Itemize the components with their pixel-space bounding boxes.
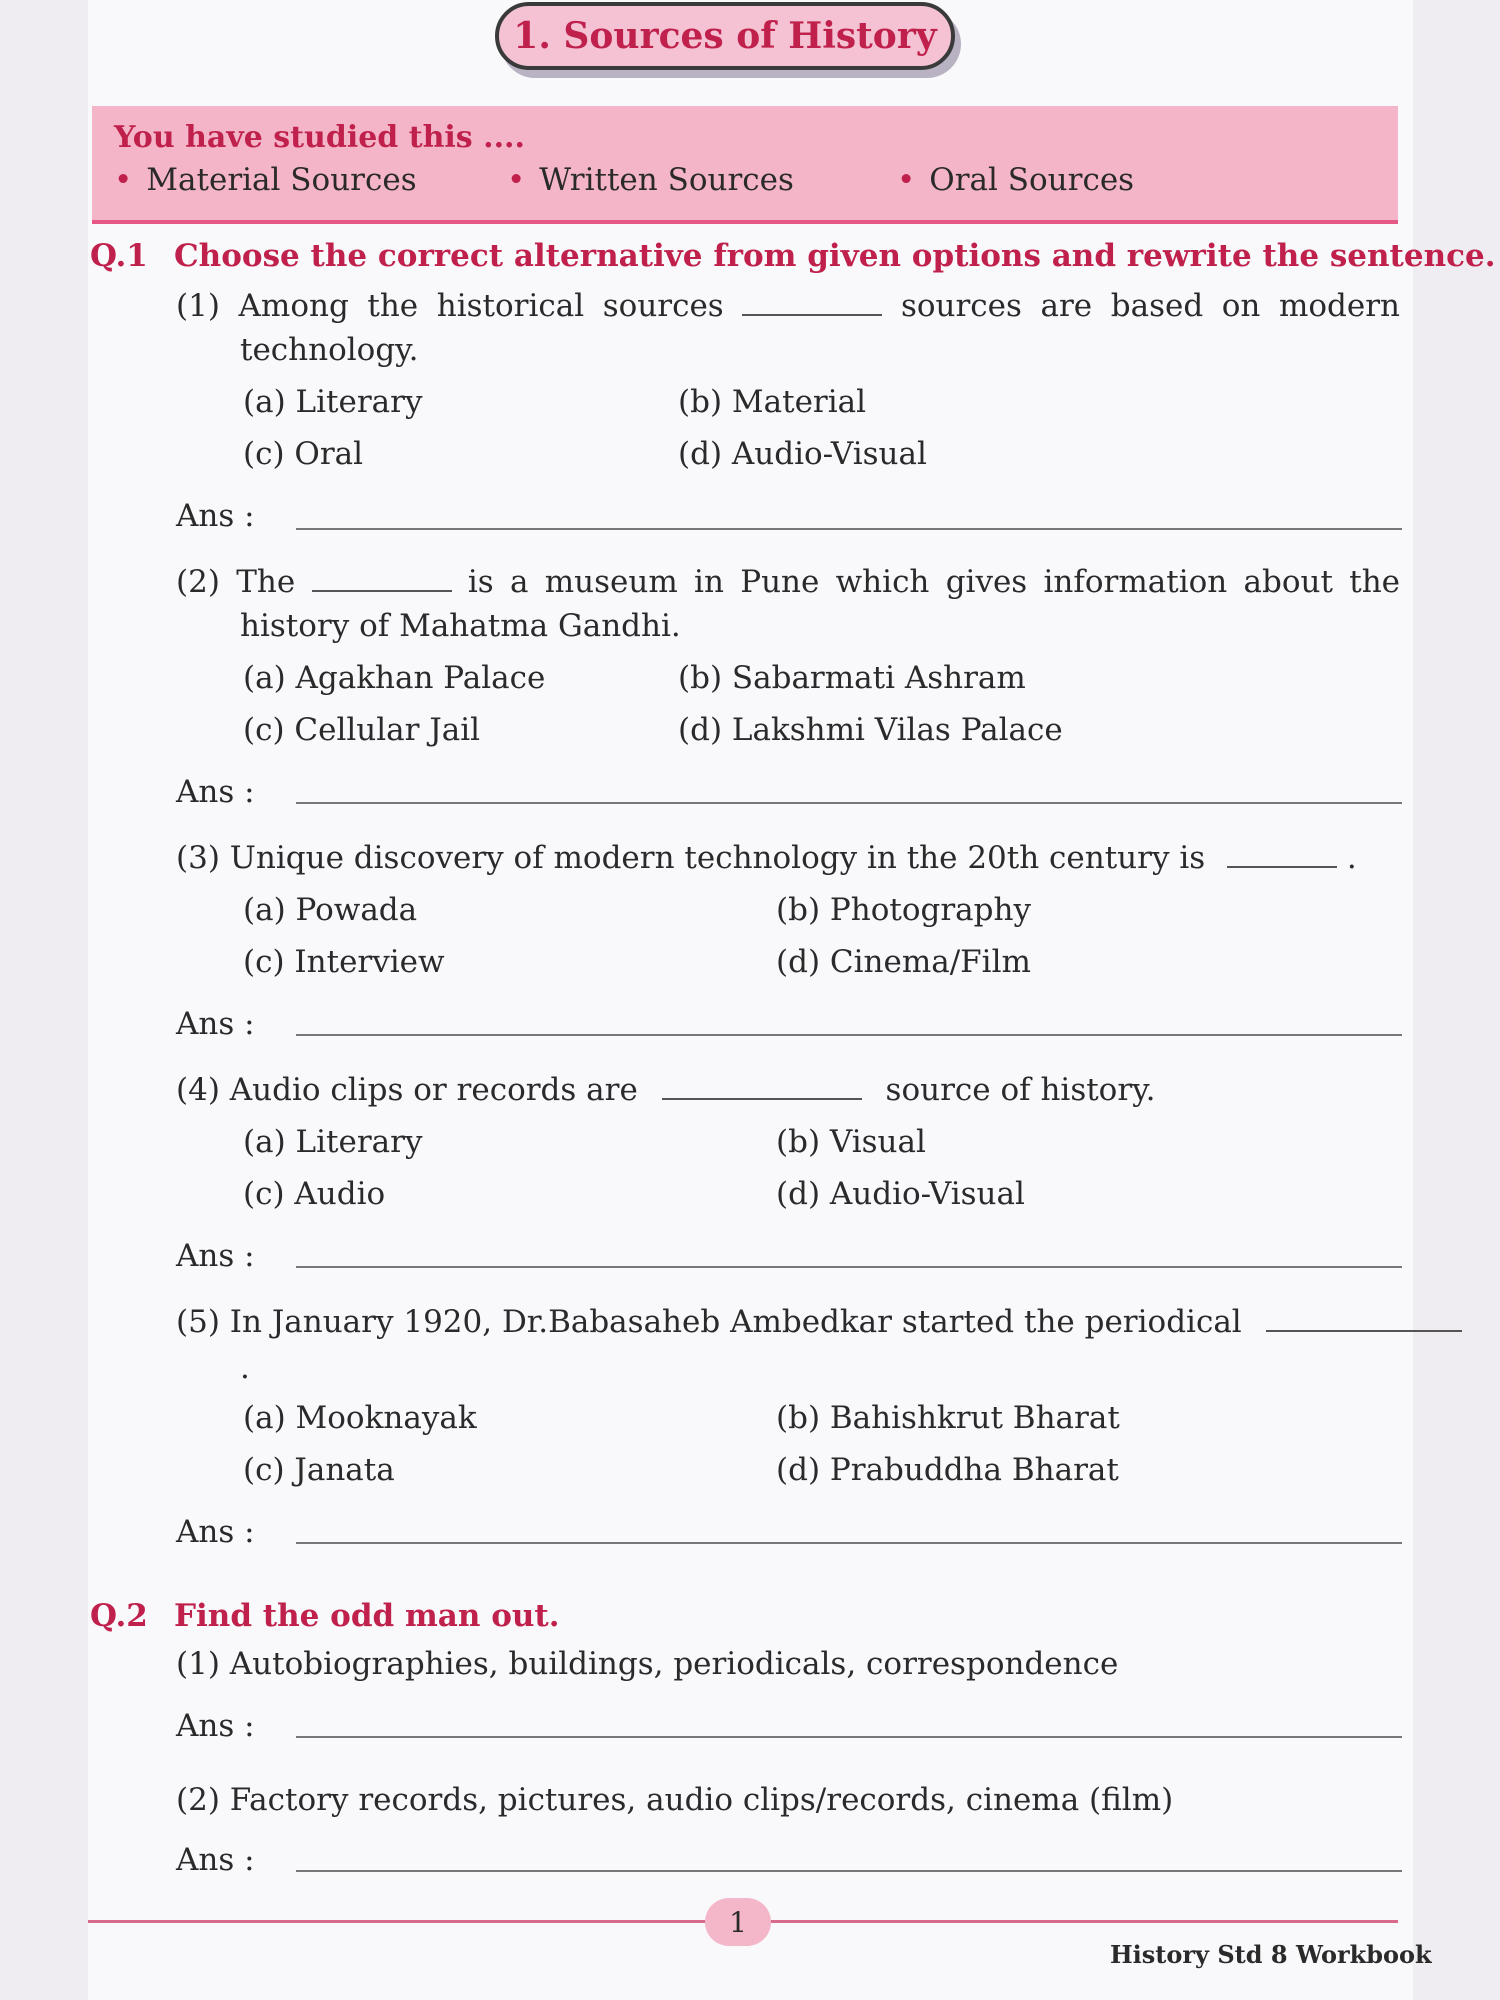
chapter-title: 1. Sources of History — [495, 2, 955, 70]
option: (c) Oral — [243, 436, 364, 472]
option: (d) Prabuddha Bharat — [776, 1452, 1119, 1488]
option: (a) Agakhan Palace — [243, 660, 546, 696]
option: (c) Audio — [243, 1176, 386, 1212]
fill-blank — [1266, 1330, 1462, 1332]
answer-label: Ans : — [176, 1238, 255, 1274]
fill-blank — [1227, 866, 1337, 868]
fill-blank — [312, 590, 452, 592]
fill-blank — [742, 314, 882, 316]
option: (d) Cinema/Film — [776, 944, 1031, 980]
studied-item: • Written Sources — [507, 162, 794, 198]
answer-label: Ans : — [176, 1842, 255, 1878]
answer-line[interactable] — [296, 1542, 1402, 1544]
option: (b) Photography — [776, 892, 1031, 928]
answer-line[interactable] — [296, 528, 1402, 530]
option: (c) Janata — [243, 1452, 395, 1488]
option: (d) Audio-Visual — [776, 1176, 1025, 1212]
answer-line[interactable] — [296, 1034, 1402, 1036]
question-stem: (4) Audio clips or records are source of history. — [176, 1072, 1156, 1108]
studied-box — [92, 106, 1398, 224]
option: (b) Bahishkrut Bharat — [776, 1400, 1120, 1436]
page-number: 1 — [705, 1898, 771, 1946]
book-title: History Std 8 Workbook — [1110, 1940, 1432, 1969]
question-stem: (3) Unique discovery of modern technology in the 20th century is . — [176, 840, 1357, 876]
answer-line[interactable] — [296, 1736, 1402, 1738]
option: (c) Cellular Jail — [243, 712, 481, 748]
odd-man-out-item: (1) Autobiographies, buildings, periodicals, correspondence — [176, 1646, 1119, 1682]
question-1-heading: Q.1 Choose the correct alternative from given options and rewrite the sentence. — [90, 238, 1496, 274]
fill-blank — [662, 1098, 862, 1100]
question-stem-continued: technology. — [240, 332, 419, 368]
answer-label: Ans : — [176, 1514, 255, 1550]
option: (a) Powada — [243, 892, 418, 928]
option: (b) Visual — [776, 1124, 926, 1160]
option: (c) Interview — [243, 944, 445, 980]
option: (d) Audio-Visual — [678, 436, 927, 472]
question-stem-continued: . — [240, 1350, 250, 1386]
odd-man-out-item: (2) Factory records, pictures, audio clips/records, cinema (film) — [176, 1782, 1174, 1818]
answer-line[interactable] — [296, 1266, 1402, 1268]
answer-line[interactable] — [296, 1870, 1402, 1872]
option: (b) Sabarmati Ashram — [678, 660, 1026, 696]
studied-heading: You have studied this .... — [114, 120, 525, 155]
question-stem: (1) Among the historical sources sources are based on modern — [176, 288, 1401, 324]
option: (a) Mooknayak — [243, 1400, 477, 1436]
answer-label: Ans : — [176, 1708, 255, 1744]
option: (a) Literary — [243, 384, 423, 420]
answer-label: Ans : — [176, 498, 255, 534]
question-stem: (5) In January 1920, Dr.Babasaheb Ambedkar started the periodical — [176, 1304, 1462, 1340]
answer-label: Ans : — [176, 774, 255, 810]
question-2-heading: Q.2 Find the odd man out. — [90, 1598, 560, 1634]
option: (a) Literary — [243, 1124, 423, 1160]
option: (b) Material — [678, 384, 867, 420]
question-stem: (2) The is a museum in Pune which gives information about the — [176, 564, 1401, 600]
answer-line[interactable] — [296, 802, 1402, 804]
answer-label: Ans : — [176, 1006, 255, 1042]
question-stem-continued: history of Mahatma Gandhi. — [240, 608, 681, 644]
studied-item: • Material Sources — [114, 162, 417, 198]
studied-item: • Oral Sources — [897, 162, 1135, 198]
option: (d) Lakshmi Vilas Palace — [678, 712, 1063, 748]
